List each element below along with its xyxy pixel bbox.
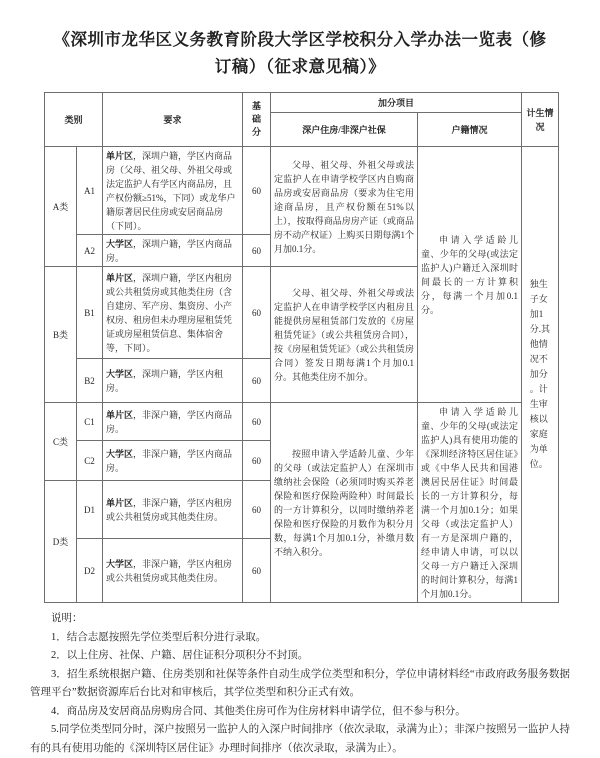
cell-code-c2: C2 xyxy=(77,441,103,481)
cell-req-a1 xyxy=(103,147,243,235)
req-a1-text: ，深圳户籍，学区内商品房（父母、祖父母、外祖父母或法定监护人有学区内商品房，且产权份额≥51%，下同）或龙华户籍原著居民住房或安居商品房（下同）。 xyxy=(106,150,236,231)
header-category: 类别 xyxy=(45,93,103,147)
req-b2-zone: 大学区 xyxy=(106,368,134,379)
points-table xyxy=(44,92,559,603)
cell-group-a: A类 xyxy=(45,147,77,267)
notes-section xyxy=(30,610,570,758)
req-b1-zone: 单片区 xyxy=(106,272,134,283)
cell-code-b2: B2 xyxy=(77,359,103,403)
header-requirement: 要求 xyxy=(103,93,243,147)
cell-code-b1: B1 xyxy=(77,267,103,359)
cell-score-b2: 60 xyxy=(243,359,271,403)
notes-label: 说明： xyxy=(51,613,83,624)
req-c2-text: ，非深户籍，学区内商品房。 xyxy=(106,448,233,473)
header-base-score-label: 基础分 xyxy=(252,101,262,137)
cell-req-c1 xyxy=(103,403,243,441)
req-b1-text: ，深圳户籍，学区内租房或公共租赁房或其他类住房（含自建房、军产房、集资房、小产权房、租房但未办理房屋租赁凭证或房屋租赁信息、集体宿舍等，下同）。 xyxy=(106,272,233,353)
req-b2-text: ，深圳户籍，学区内租房。 xyxy=(106,368,224,393)
req-a1-zone: 单片区 xyxy=(106,150,134,161)
req-a2-zone: 大学区 xyxy=(106,238,134,249)
table-row-c1 xyxy=(45,403,559,441)
header-family-planning: 计生情况 xyxy=(522,93,559,147)
req-d2-text: ，非深户籍，学区内租房或公共租赁房或其他类住房。 xyxy=(106,558,233,583)
header-bonus-hukou: 户籍情况 xyxy=(418,113,522,147)
document-title: 《深圳市龙华区义务教育阶段大学区学校积分入学办法一览表（修订稿）（征求意见稿）》 xyxy=(53,30,547,76)
cell-score-b1: 60 xyxy=(243,267,271,359)
cell-score-c1: 60 xyxy=(243,403,271,441)
header-bonus-housing: 深户住房/非深户社保 xyxy=(271,113,418,147)
cell-score-c2: 60 xyxy=(243,441,271,481)
note-item-3: 3．招生系统根据户籍、住房类别和社保等条件自动生成学位类型和积分，学位申请材料经“市政府政务服务数据管理平台”数据资源库后台比对和审核后，其学位类型和积分正式有效。 xyxy=(30,668,570,698)
cell-score-d2: 60 xyxy=(243,539,271,603)
social-cd-text: 按照申请入学适龄儿童、少年的父母（或法定监护人）在深圳市缴纳社会保险（必须同时购买养老保险和医疗保险两险种）时间最长的一方计算积分，以同时缴纳养老保险和医疗保险的月数作为积分月数，每满1个月加0.1分，补缴月数不纳入积分。 xyxy=(274,448,415,557)
cell-housing-ab xyxy=(271,147,418,267)
header-base-score xyxy=(243,93,271,147)
cell-group-b: B类 xyxy=(45,267,77,403)
cell-housing-b xyxy=(271,267,418,403)
req-d2-zone: 大学区 xyxy=(106,558,134,569)
cell-req-d1 xyxy=(103,481,243,539)
req-c1-text: ，非深户籍，学区内商品房。 xyxy=(106,409,233,434)
table-row-a1 xyxy=(45,147,559,235)
cell-group-d: D类 xyxy=(45,481,77,603)
table-header-row-1 xyxy=(45,93,559,113)
cell-code-d1: D1 xyxy=(77,481,103,539)
cell-req-c2 xyxy=(103,441,243,481)
cell-req-b2 xyxy=(103,359,243,403)
cell-group-c: C类 xyxy=(45,403,77,481)
cell-code-d2: D2 xyxy=(77,539,103,603)
req-a2-text: ，深圳户籍，学区内商品房。 xyxy=(106,238,233,263)
note-item-4: 4．商品房及安居商品房购房合同、其他类住房可作为住房材料申请学位，但不参与积分。 xyxy=(51,705,466,717)
cell-req-b1 xyxy=(103,267,243,359)
housing-ab-text: 父母、祖父母、外祖父母或法定监护人在申请学校学区内自购商品房或安居商品房（要求为住宅用途商品房，且产权份额在51%以上），按取得商品房房产证（或商品房不动产权证）上购买日期每满1个月加0.1分。 xyxy=(274,159,415,254)
header-bonus: 加分项目 xyxy=(271,93,522,113)
req-c1-zone: 单片区 xyxy=(106,409,134,420)
cell-hukou-ab xyxy=(418,147,522,403)
note-item-5: 5.同学位类型同分时，深户按照另一监护人的入深户时间排序（依次录取，录满为止）；非深户按照另一监护人持有的具有使用功能的《深圳特区居住证》办理时间排序（依次录取，录满为止）。 xyxy=(30,724,570,754)
req-d1-zone: 单片区 xyxy=(106,497,134,508)
cell-req-a2 xyxy=(103,235,243,267)
cell-score-d1: 60 xyxy=(243,481,271,539)
cell-score-a1: 60 xyxy=(243,147,271,235)
hukou-ab-text: 申请入学适龄儿童、少年的父母(或法定监护人)户籍迁入深圳时间最长的一方计算积分，每满一个月加0.1分。 xyxy=(421,234,519,315)
cell-social-cd xyxy=(271,403,418,603)
cell-score-a2: 60 xyxy=(243,235,271,267)
hukou-cd-text: 申请入学适龄儿童、少年的父母(或法定监护人)具有使用功能的《深圳经济特区居住证》或《中华人民共和国港澳居民居住证》时间最长的一方计算积分，每满一个月加0.1分；如果父母（或法定监护人）有一方是深圳户籍的，经申请人申请，可以以父母一方户籍迁入深圳的时间计算积分，每满1个月加0.1分。 xyxy=(421,406,519,599)
family-planning-text: 独生子女加1分.其他情况不加分。计生审核以家庭为单位。 xyxy=(529,279,550,469)
cell-code-c1: C1 xyxy=(77,403,103,441)
cell-code-a1: A1 xyxy=(77,147,103,235)
cell-family-planning xyxy=(522,147,559,603)
housing-b-text: 父母、祖父母、外祖父母或法定监护人在申请学校学区内租房且能提供房屋租赁部门发放的《房屋租赁凭证》（或公共租赁房合同），按《房屋租赁凭证》（或公共租赁房合同）签发日期每满1个月加0.1分。其他类住房不加分。 xyxy=(274,287,415,382)
note-item-2: 2．以上住房、社保、户籍、居住证积分项积分不封顶。 xyxy=(51,650,309,661)
req-c2-zone: 大学区 xyxy=(106,448,134,459)
req-d1-text: ，非深户籍，学区内租房或公共租赁房或其他类住房。 xyxy=(106,497,233,522)
cell-req-d2 xyxy=(103,539,243,603)
cell-hukou-cd xyxy=(418,403,522,603)
cell-code-a2: A2 xyxy=(77,235,103,267)
note-item-1: 1．结合志愿按照先学位类型后积分进行录取。 xyxy=(51,631,267,643)
